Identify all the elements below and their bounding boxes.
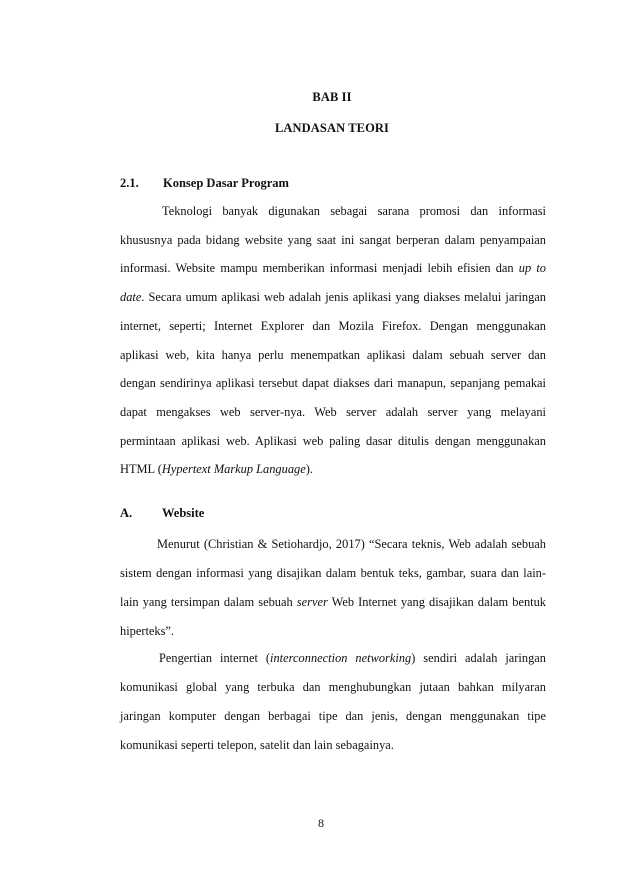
paragraph-text: ). xyxy=(305,462,313,477)
section-title: Website xyxy=(162,506,205,520)
italic-term: Hypertext Markup Language xyxy=(161,462,306,477)
paragraph-text: Pengertian internet ( xyxy=(159,651,271,665)
paragraph-text: . Secara umum aplikasi web adalah jenis aplikasi yang diakses melalui jaringan internet, seperti; Internet Explorer dan Mozila Firefox. Dengan menggunakan aplikasi web, kita hanya perlu menempatkan aplikasi dalam sebuah server dan dengan sendirinya aplikasi tersebut dapat diakses dari manapun, sepanjang pemakai dapat mengakses web server-nya. Web server adalah server yang melayani permintaan aplikasi web. Aplikasi web paling dasar ditulis dengan menggunakan HTML ( xyxy=(120,290,546,477)
paragraph-website-definition xyxy=(120,530,546,646)
paragraph-text: Menurut (Christian & Setiohardjo, 2017) “Secara teknis, Web adalah sebuah sistem dengan informasi yang disajikan dalam bentuk teks, gambar, suara dan lain-lain yang tersimpan dalam sebuah xyxy=(120,537,546,609)
paragraph-text: ) sendiri adalah jaringan komunikasi global yang terbuka dan menghubungkan jutaan bahkan milyaran jaringan komputer dengan berbagai tipe dan jenis, dengan menggunakan tipe komunikasi seperti telepon, satelit dan lain sebagainya. xyxy=(120,651,547,752)
section-title: Konsep Dasar Program xyxy=(163,176,289,190)
page-number: 8 xyxy=(318,816,324,830)
chapter-label: BAB II xyxy=(312,90,352,104)
italic-term: server xyxy=(296,595,328,609)
section-number: A. xyxy=(120,506,133,520)
paragraph-konsep-dasar xyxy=(120,197,546,484)
italic-term: up to date xyxy=(120,261,546,305)
paragraph-internet-definition xyxy=(120,644,546,760)
section-number: 2.1. xyxy=(120,176,139,190)
paragraph-text: Web Internet yang disajikan dalam bentuk hiperteks”. xyxy=(120,595,546,638)
paragraph-text: Teknologi banyak digunakan sebagai sarana promosi dan informasi khususnya pada bidang website yang saat ini sangat berperan dalam penyampaian informasi. Website mampu memberikan informasi menjadi lebih efisien dan xyxy=(120,204,546,276)
italic-term: interconnection networking xyxy=(270,651,412,665)
chapter-title: LANDASAN TEORI xyxy=(274,121,390,135)
